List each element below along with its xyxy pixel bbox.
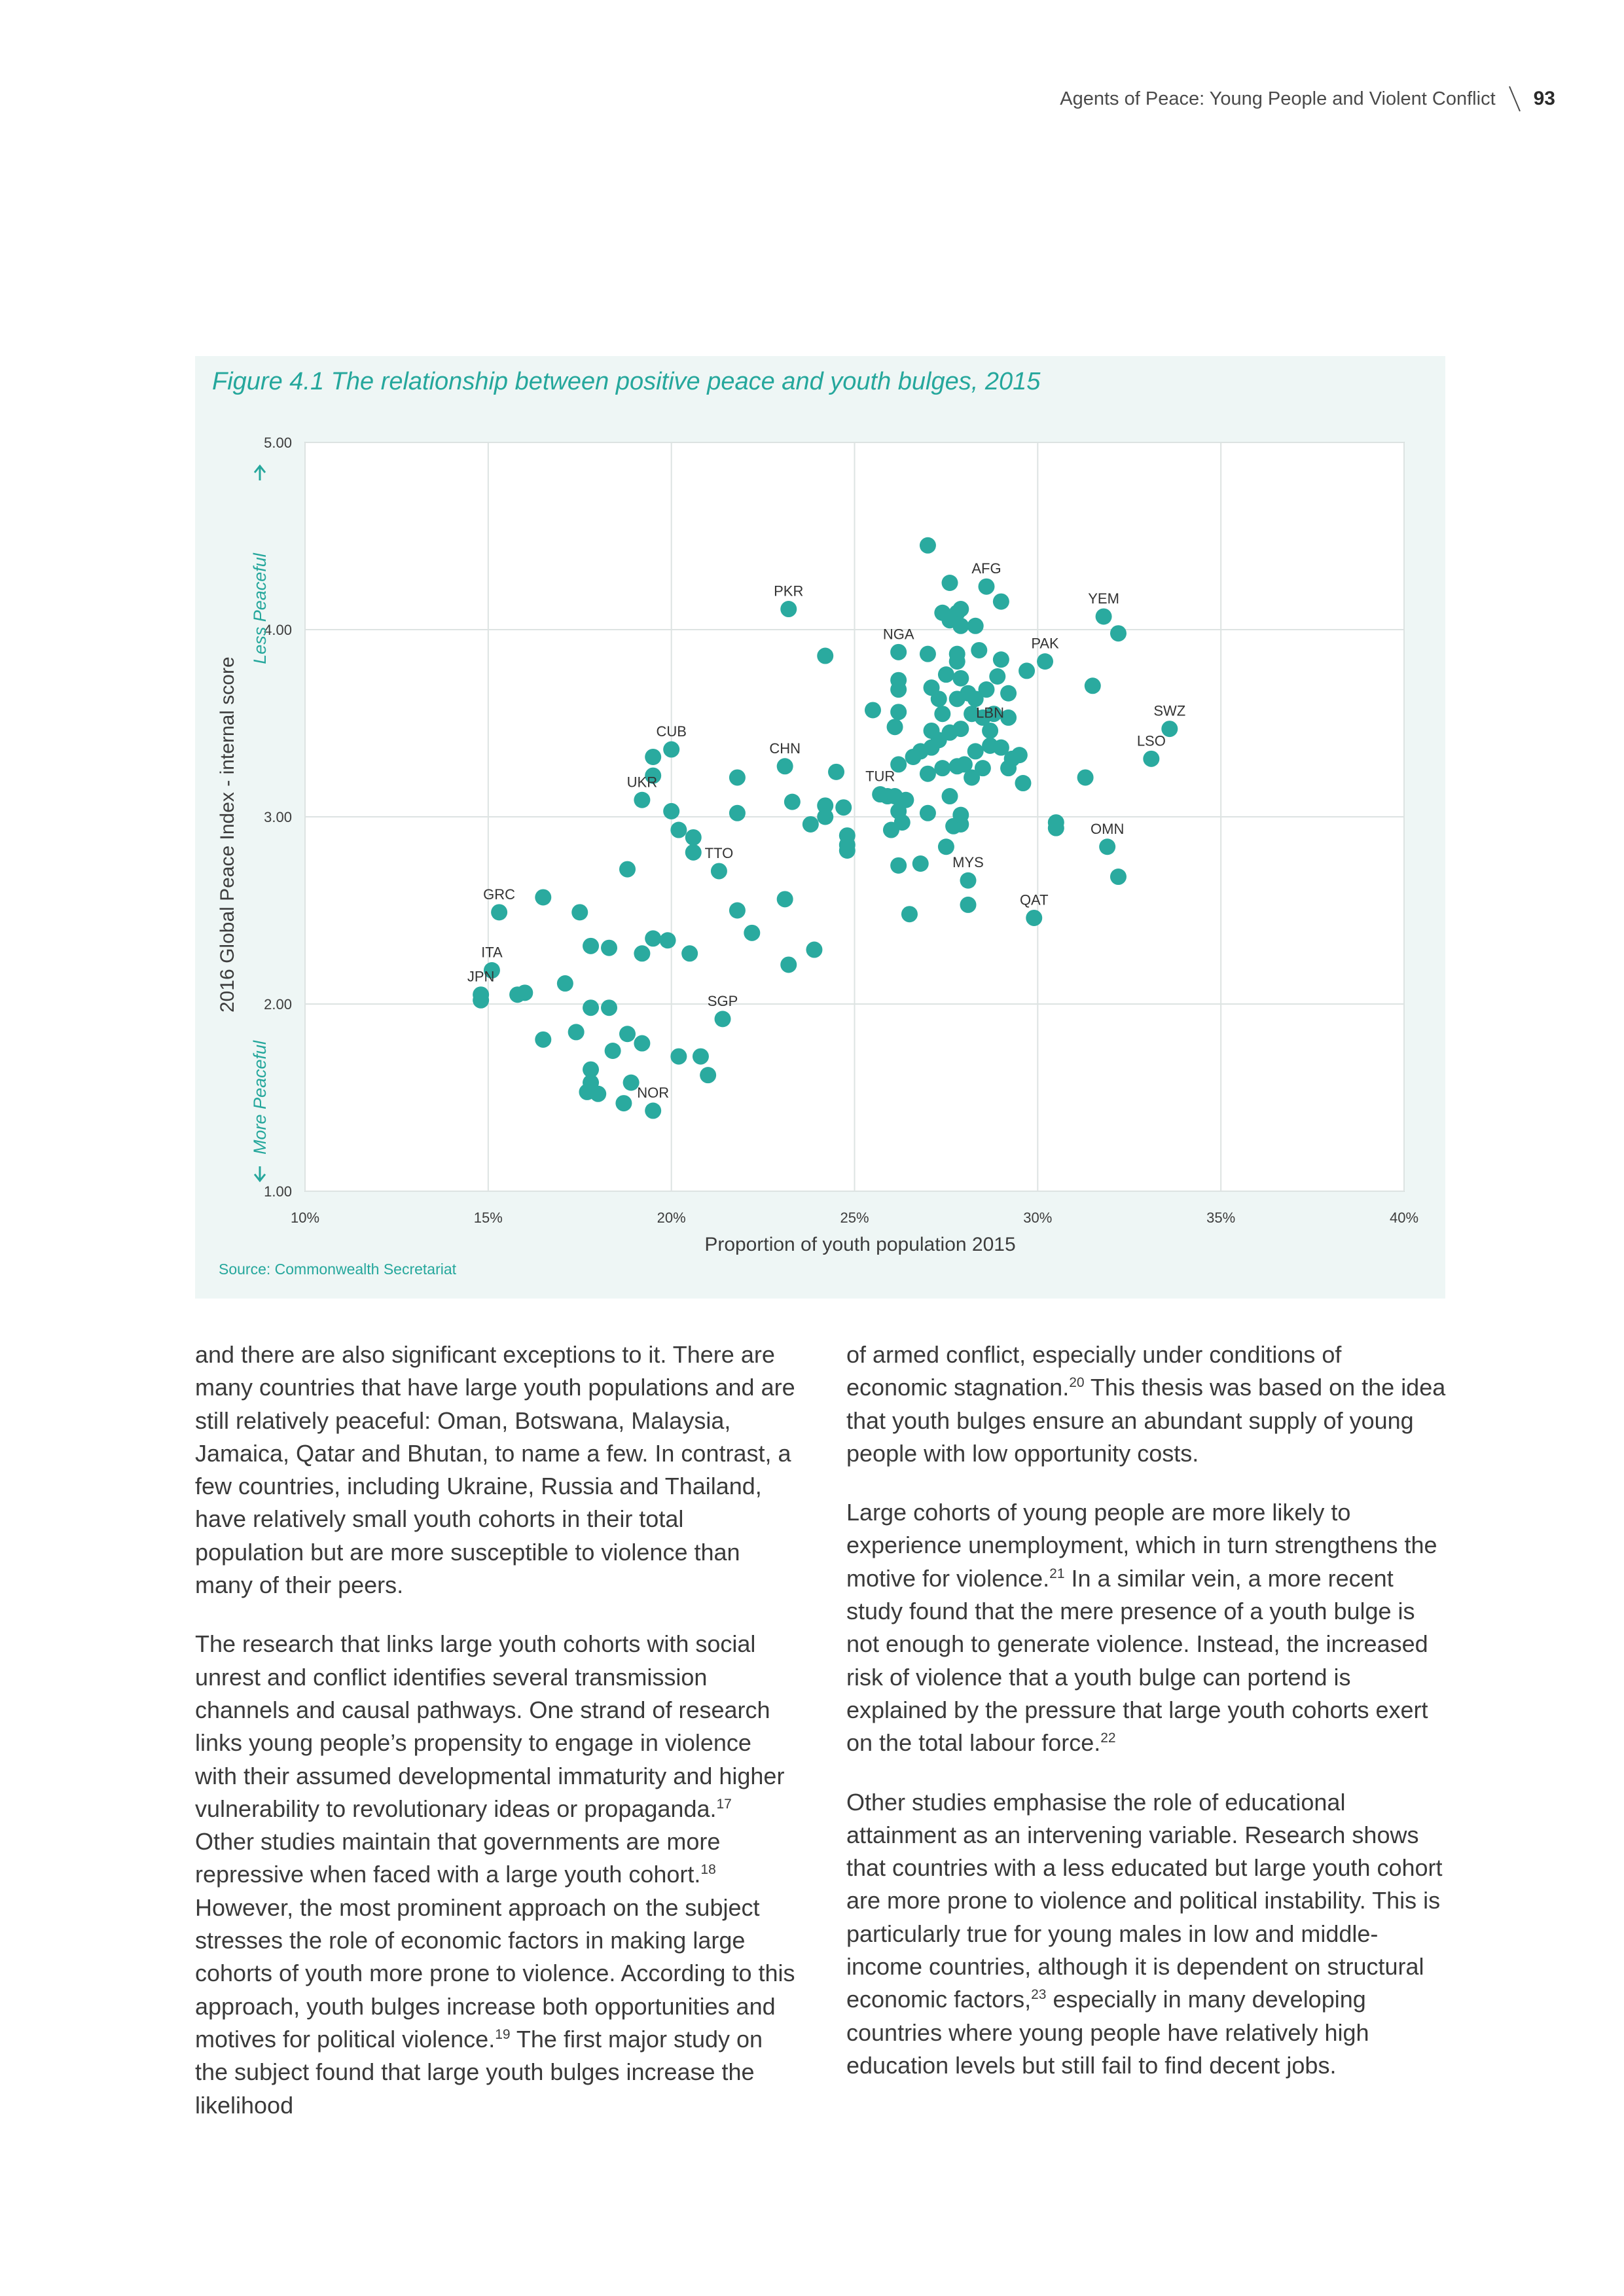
left-column: [195, 1338, 796, 2148]
point-label-tur: TUR: [865, 768, 895, 785]
data-point[interactable]: [967, 618, 984, 634]
data-point[interactable]: [557, 975, 573, 992]
point-label-ukr: UKR: [626, 774, 658, 791]
data-point[interactable]: [645, 749, 661, 765]
data-point[interactable]: [780, 956, 797, 973]
data-point[interactable]: [615, 1095, 632, 1111]
data-point[interactable]: [1110, 625, 1127, 641]
data-point-grc[interactable]: [491, 904, 507, 920]
data-point[interactable]: [685, 844, 702, 861]
data-point-tur[interactable]: [872, 786, 888, 802]
data-point[interactable]: [681, 945, 698, 961]
data-point[interactable]: [619, 1026, 636, 1042]
data-point[interactable]: [942, 575, 958, 591]
data-point-tto[interactable]: [711, 863, 727, 879]
more-peaceful-label: More Peaceful: [250, 1040, 270, 1155]
footnote-ref[interactable]: 22: [1100, 1731, 1116, 1746]
x-tick-label: 40%: [1389, 1210, 1419, 1226]
data-point[interactable]: [924, 723, 940, 739]
right-column: [846, 1338, 1447, 2108]
data-point[interactable]: [568, 1024, 585, 1040]
point-label-sgp: SGP: [707, 992, 738, 1009]
arrow-up-icon: [255, 466, 265, 480]
data-point-yem[interactable]: [1096, 608, 1112, 624]
y-axis-label: 2016 Global Peace Index - internal score: [217, 656, 238, 1013]
data-point[interactable]: [1000, 685, 1017, 702]
data-point[interactable]: [1085, 677, 1101, 694]
data-point[interactable]: [938, 666, 954, 683]
y-tick-label: 2.00: [264, 996, 292, 1013]
data-point[interactable]: [931, 691, 947, 707]
data-point[interactable]: [952, 721, 969, 737]
data-point-mys[interactable]: [960, 872, 976, 889]
point-label-lso: LSO: [1136, 732, 1166, 749]
point-label-chn: CHN: [769, 740, 801, 757]
data-point[interactable]: [890, 857, 907, 874]
data-point[interactable]: [1110, 869, 1127, 885]
data-point[interactable]: [978, 681, 994, 698]
chart-grid: [305, 442, 1404, 1191]
data-point[interactable]: [1019, 662, 1035, 679]
data-point-jpn[interactable]: [473, 986, 489, 1003]
data-point[interactable]: [685, 829, 702, 846]
data-point[interactable]: [865, 702, 881, 718]
y-tick-label: 4.00: [264, 622, 292, 638]
data-point[interactable]: [828, 764, 844, 780]
running-title: Agents of Peace: Young People and Violent Conflict: [1060, 88, 1496, 109]
data-point[interactable]: [670, 1049, 687, 1065]
data-point[interactable]: [920, 766, 936, 782]
data-point[interactable]: [1011, 747, 1028, 763]
data-point[interactable]: [901, 906, 918, 922]
data-point[interactable]: [989, 668, 1005, 685]
data-point-chn[interactable]: [777, 758, 793, 774]
data-point-omn[interactable]: [1099, 838, 1115, 855]
data-point[interactable]: [934, 605, 950, 621]
data-point[interactable]: [803, 816, 819, 833]
data-point[interactable]: [952, 601, 969, 617]
data-point[interactable]: [887, 719, 903, 735]
data-point[interactable]: [967, 743, 984, 759]
point-label-yem: YEM: [1088, 590, 1119, 607]
point-label-omn: OMN: [1091, 820, 1125, 837]
more-peaceful-annotation: [250, 1040, 270, 1181]
data-point[interactable]: [693, 1049, 709, 1065]
footnote-ref[interactable]: 21: [1049, 1566, 1065, 1581]
point-label-jpn: JPN: [467, 968, 495, 985]
data-point[interactable]: [729, 769, 746, 785]
data-point[interactable]: [1048, 820, 1064, 836]
point-label-grc: GRC: [483, 886, 516, 903]
data-point[interactable]: [920, 805, 936, 821]
point-label-cub: CUB: [656, 723, 687, 740]
data-point[interactable]: [839, 842, 856, 859]
data-point[interactable]: [1000, 760, 1017, 776]
point-label-afg: AFG: [971, 560, 1001, 577]
data-point[interactable]: [634, 1035, 650, 1052]
data-point[interactable]: [535, 889, 551, 905]
data-point-sgp[interactable]: [715, 1011, 731, 1027]
point-label-swz: SWZ: [1153, 702, 1186, 719]
data-point[interactable]: [590, 1086, 606, 1102]
data-point[interactable]: [952, 670, 969, 687]
data-point[interactable]: [942, 788, 958, 804]
y-tick-label: 1.00: [264, 1183, 292, 1200]
point-label-mys: MYS: [952, 854, 984, 871]
data-point-afg[interactable]: [978, 579, 994, 595]
data-point[interactable]: [619, 861, 636, 878]
data-point-nor[interactable]: [645, 1103, 661, 1119]
data-point[interactable]: [634, 945, 650, 961]
data-point[interactable]: [817, 648, 833, 664]
point-label-tto: TTO: [704, 844, 734, 861]
data-point[interactable]: [601, 940, 617, 956]
data-point[interactable]: [1015, 775, 1031, 791]
data-point[interactable]: [949, 646, 965, 662]
data-point[interactable]: [934, 706, 950, 722]
less-peaceful-label: Less Peaceful: [250, 553, 270, 664]
data-point-ukr[interactable]: [634, 792, 650, 808]
data-point[interactable]: [960, 897, 976, 913]
page-number: 93: [1533, 88, 1555, 109]
data-point[interactable]: [583, 999, 599, 1016]
data-point[interactable]: [912, 855, 929, 872]
y-tick-label: 3.00: [264, 809, 292, 825]
figure-title: Figure 4.1 The relationship between positive peace and youth bulges, 2015: [212, 368, 1041, 395]
point-label-lbn: LBN: [976, 704, 1004, 721]
data-point-nga[interactable]: [890, 644, 907, 660]
data-point[interactable]: [605, 1043, 621, 1059]
data-point[interactable]: [890, 672, 907, 689]
data-point[interactable]: [729, 805, 746, 821]
data-point-lso[interactable]: [1143, 751, 1159, 767]
point-label-nga: NGA: [882, 626, 914, 643]
data-point[interactable]: [993, 594, 1009, 610]
data-point[interactable]: [670, 822, 687, 838]
data-point-cub[interactable]: [663, 742, 679, 758]
data-point[interactable]: [535, 1031, 551, 1048]
x-tick-label: 20%: [657, 1210, 686, 1226]
footnote-ref[interactable]: 18: [700, 1862, 716, 1878]
data-point[interactable]: [920, 646, 936, 662]
footnote-ref[interactable]: 20: [1069, 1375, 1085, 1391]
data-point[interactable]: [806, 942, 822, 958]
data-point[interactable]: [883, 822, 899, 838]
paragraph: Other studies emphasise the role of educational attainment as an intervening variable. Research shows that countries with a less educated but large youth cohort are more prone to violence and political instability. This is particularly true for young males in low and middle-income countries, although it is dependent on structural economic factors,$^{23}$ especially in many developing countries where young people have relatively high education levels but still fail to find decent jobs.: [846, 1788, 1443, 2079]
data-point[interactable]: [777, 891, 793, 907]
data-point[interactable]: [938, 838, 954, 855]
data-point[interactable]: [934, 760, 950, 776]
y-tick-label: 5.00: [264, 435, 292, 451]
footnote-ref[interactable]: 19: [495, 2026, 511, 2042]
point-label-pkr: PKR: [774, 583, 804, 600]
data-point[interactable]: [729, 903, 746, 919]
scatter-chart: [195, 356, 1445, 1272]
figure-source: Source: Commonwealth Secretariat: [219, 1261, 457, 1278]
data-point[interactable]: [952, 807, 969, 823]
data-point[interactable]: [571, 904, 588, 920]
data-point[interactable]: [835, 799, 852, 816]
data-point-pkr[interactable]: [780, 601, 797, 617]
x-tick-label: 35%: [1206, 1210, 1236, 1226]
data-point[interactable]: [975, 760, 991, 776]
paragraph: Large cohorts of young people are more likely to experience unemployment, which in turn strengthens the motive for violence.$^{21}$ In a similar vein, a more recent study found that the mere presence of a youth bulge is not enough to generate violence. Instead, the increased risk of violence that a youth bulge can portend is explained by the pressure that large youth cohorts exert on the total labour force.$^{22}$: [846, 1499, 1437, 1757]
data-point[interactable]: [645, 930, 661, 946]
data-point-lbn[interactable]: [982, 723, 998, 739]
point-label-pak: PAK: [1031, 635, 1059, 652]
x-tick-label: 15%: [473, 1210, 503, 1226]
data-point-qat[interactable]: [1026, 910, 1042, 926]
arrow-down-icon: [255, 1166, 265, 1181]
point-label-ita: ITA: [481, 944, 503, 961]
data-point[interactable]: [993, 651, 1009, 668]
point-label-nor: NOR: [637, 1085, 670, 1102]
data-point[interactable]: [516, 984, 533, 1001]
x-tick-label: 30%: [1023, 1210, 1053, 1226]
paragraph: of armed conflict, especially under conditions of economic stagnation.$^{20}$ This thesis was based on the idea that youth bulges ensure an abundant supply of young people with low opportunity costs.: [846, 1341, 1446, 1467]
data-point[interactable]: [971, 642, 987, 658]
data-point[interactable]: [890, 704, 907, 720]
data-point[interactable]: [1077, 769, 1094, 785]
data-point[interactable]: [583, 938, 599, 954]
footnote-ref[interactable]: 23: [1031, 1987, 1047, 2003]
data-point-pak[interactable]: [1037, 653, 1053, 670]
data-point[interactable]: [784, 794, 801, 810]
footnote-ref[interactable]: 17: [716, 1796, 732, 1812]
data-point[interactable]: [817, 809, 833, 825]
data-point[interactable]: [700, 1067, 716, 1083]
data-point[interactable]: [660, 932, 676, 948]
less-peaceful-annotation: [250, 466, 270, 664]
paragraph: The research that links large youth cohorts with social unrest and conflict identifies several transmission channels and causal pathways. One strand of research links young people’s propensity to engage in violence with their assumed developmental immaturity and higher vulnerability to revolutionary ideas or propaganda.$^{17}$ Other studies maintain that governments are more repressive when faced with a large youth cohort.$^{18}$ However, the most prominent approach on the subject stresses the role of economic factors in making large cohorts of youth more prone to violence. According to this approach, youth bulges increase both opportunities and motives for political violence.$^{19}$ The first major study on the subject found that large youth bulges increase the likelihood: [195, 1630, 795, 2119]
x-tick-label: 25%: [840, 1210, 869, 1226]
running-header: [1060, 84, 1555, 114]
data-point[interactable]: [744, 925, 760, 941]
x-axis-label: Proportion of youth population 2015: [704, 1234, 1016, 1255]
data-point[interactable]: [920, 537, 936, 554]
data-point[interactable]: [663, 803, 679, 819]
data-point[interactable]: [601, 999, 617, 1016]
header-separator: [1507, 84, 1522, 114]
x-tick-label: 10%: [290, 1210, 320, 1226]
data-point[interactable]: [905, 749, 922, 765]
point-label-qat: QAT: [1019, 891, 1049, 908]
paragraph: and there are also significant exceptions to it. There are many countries that have large youth populations and are still relatively peaceful: Oman, Botswana, Malaysia, Jamaica, Qatar and Bhutan, to name a few. In contrast, a few countries, including Ukraine, Russia and Thailand, have relatively small youth cohorts in their total population but are more susceptible to violence than many of their peers.: [195, 1341, 795, 1599]
